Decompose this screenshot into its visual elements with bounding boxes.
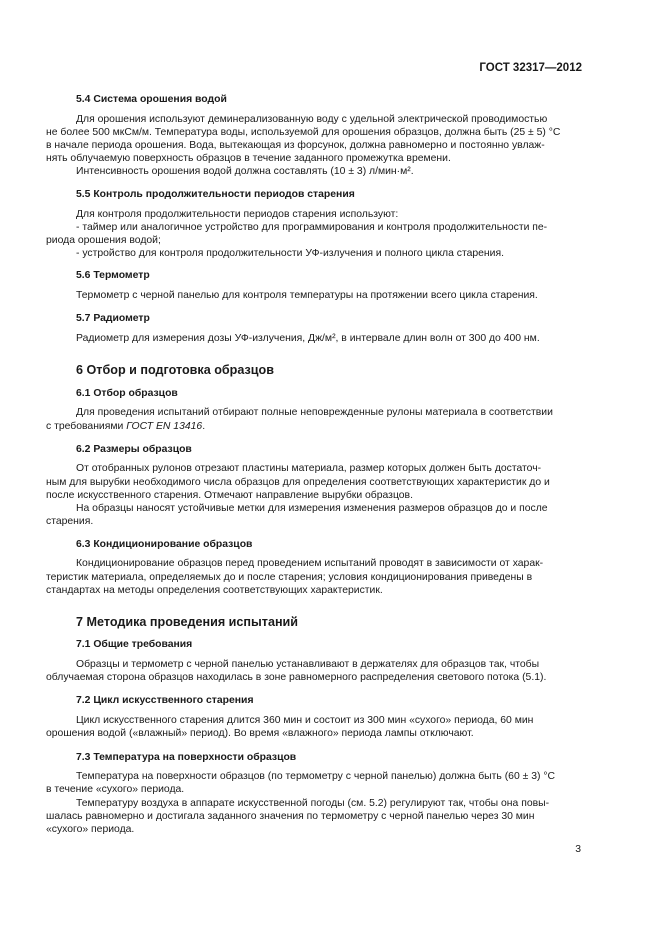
s61-line-2a: с требованиями <box>46 421 127 432</box>
section-7-1-title: 7.1 Общие требования <box>76 639 193 650</box>
s63-line-3: стандартах на методы определения соответствующих характеристик. <box>46 585 383 596</box>
s61-line-2 <box>46 420 553 434</box>
s61-line-1: Для проведения испытаний отбирают полные неповрежденные рулоны материала в соответствии <box>76 407 553 418</box>
section-6-2-title: 6.2 Размеры образцов <box>76 444 192 455</box>
gost-reference: ГОСТ EN 13416 <box>126 421 203 432</box>
s54-line-4: нять облучаемую поверхность образцов в течение заданного промежутка времени. <box>46 153 451 164</box>
s57-line-1: Радиометр для измерения дозы УФ-излучения, Дж/м², в интервале длин волн от 300 до 400 нм. <box>76 333 540 344</box>
s71-line-2: облучаемая сторона образцов находилась в зоне равномерного распределения светового потока (5.1). <box>46 672 547 683</box>
s73-line-4: шалась равномерно и достигала заданного значения по термометру с черной панелью через 30 мин <box>46 811 535 822</box>
section-5-4-title: 5.4 Система орошения водой <box>76 94 227 105</box>
s54-line-5: Интенсивность орошения водой должна составлять (10 ± 3) л/мин·м². <box>76 166 414 177</box>
s55-line-4: - устройство для контроля продолжительности УФ-излучения и полного цикла старения. <box>76 248 504 259</box>
section-5-5-title: 5.5 Контроль продолжительности периодов старения <box>76 189 355 200</box>
s63-line-2: теристик материала, определяемых до и после старения; условия кондиционирования приведены в <box>46 572 533 583</box>
section-5-7-title: 5.7 Радиометр <box>76 313 150 324</box>
section-7-3-title: 7.3 Температура на поверхности образцов <box>76 752 297 763</box>
document-header: ГОСТ 32317—2012 <box>479 62 582 74</box>
s73-line-1: Температура на поверхности образцов (по термометру с черной панелью) должна быть (60 ± 3) °С <box>76 771 555 782</box>
s62-line-5: старения. <box>46 516 94 527</box>
s54-line-3: в начале периода орошения. Вода, вытекающая из форсунок, должна равномерно и постоянно увлаж- <box>46 140 545 151</box>
section-5-6-title: 5.6 Термометр <box>76 270 150 281</box>
s72-line-2: орошения водой («влажный» период). Во время «влажного» периода лампы отключают. <box>46 728 474 739</box>
section-6-1-title: 6.1 Отбор образцов <box>76 388 178 399</box>
s62-line-4: На образцы наносят устойчивые метки для измерения изменения размеров образцов до и после <box>76 503 548 514</box>
s55-line-3: риода орошения водой; <box>46 235 161 246</box>
s62-line-2: ным для вырубки необходимого числа образцов для определения соответствующих характеристик до и <box>46 477 550 488</box>
s62-line-1: От отобранных рулонов отрезают пластины материала, размер которых должен быть достаточ- <box>76 463 542 474</box>
s54-line-2: не более 500 мкСм/м. Температура воды, используемой для орошения образцов, должна быть (25 ± 5) °С <box>46 127 561 138</box>
s73-line-2: в течение «сухого» периода. <box>46 784 185 795</box>
s56-line-1: Термометр с черной панелью для контроля температуры на протяжении всего цикла старения. <box>76 290 538 301</box>
section-7-2-title: 7.2 Цикл искусственного старения <box>76 695 254 706</box>
s63-line-1: Кондиционирование образцов перед проведением испытаний проводят в зависимости от харак- <box>76 558 544 569</box>
s61-line-2c: . <box>202 421 206 432</box>
s54-line-1: Для орошения используют деминерализованную воду с удельной электрической проводимостью <box>76 114 548 125</box>
s73-line-3: Температуру воздуха в аппарате искусственной погоды (см. 5.2) регулируют так, чтобы она повы- <box>76 798 550 809</box>
s55-line-1: Для контроля продолжительности периодов старения используют: <box>76 209 399 220</box>
section-7-title: 7 Методика проведения испытаний <box>76 615 299 629</box>
section-6-title: 6 Отбор и подготовка образцов <box>76 363 274 377</box>
s55-line-2: - таймер или аналогичное устройство для программирования и контроля продолжительности пе- <box>76 222 548 233</box>
s62-line-3: после искусственного старения. Отмечают направление вырубки образцов. <box>46 490 413 501</box>
s71-line-1: Образцы и термометр с черной панелью устанавливают в держателях для образцов так, чтобы <box>76 659 540 670</box>
section-6-3-title: 6.3 Кондиционирование образцов <box>76 539 253 550</box>
s73-line-5: «сухого» периода. <box>46 824 135 835</box>
page-number: 3 <box>575 844 581 855</box>
s72-line-1: Цикл искусственного старения длится 360 мин и состоит из 300 мин «сухого» периода, 60 мин <box>76 715 534 726</box>
